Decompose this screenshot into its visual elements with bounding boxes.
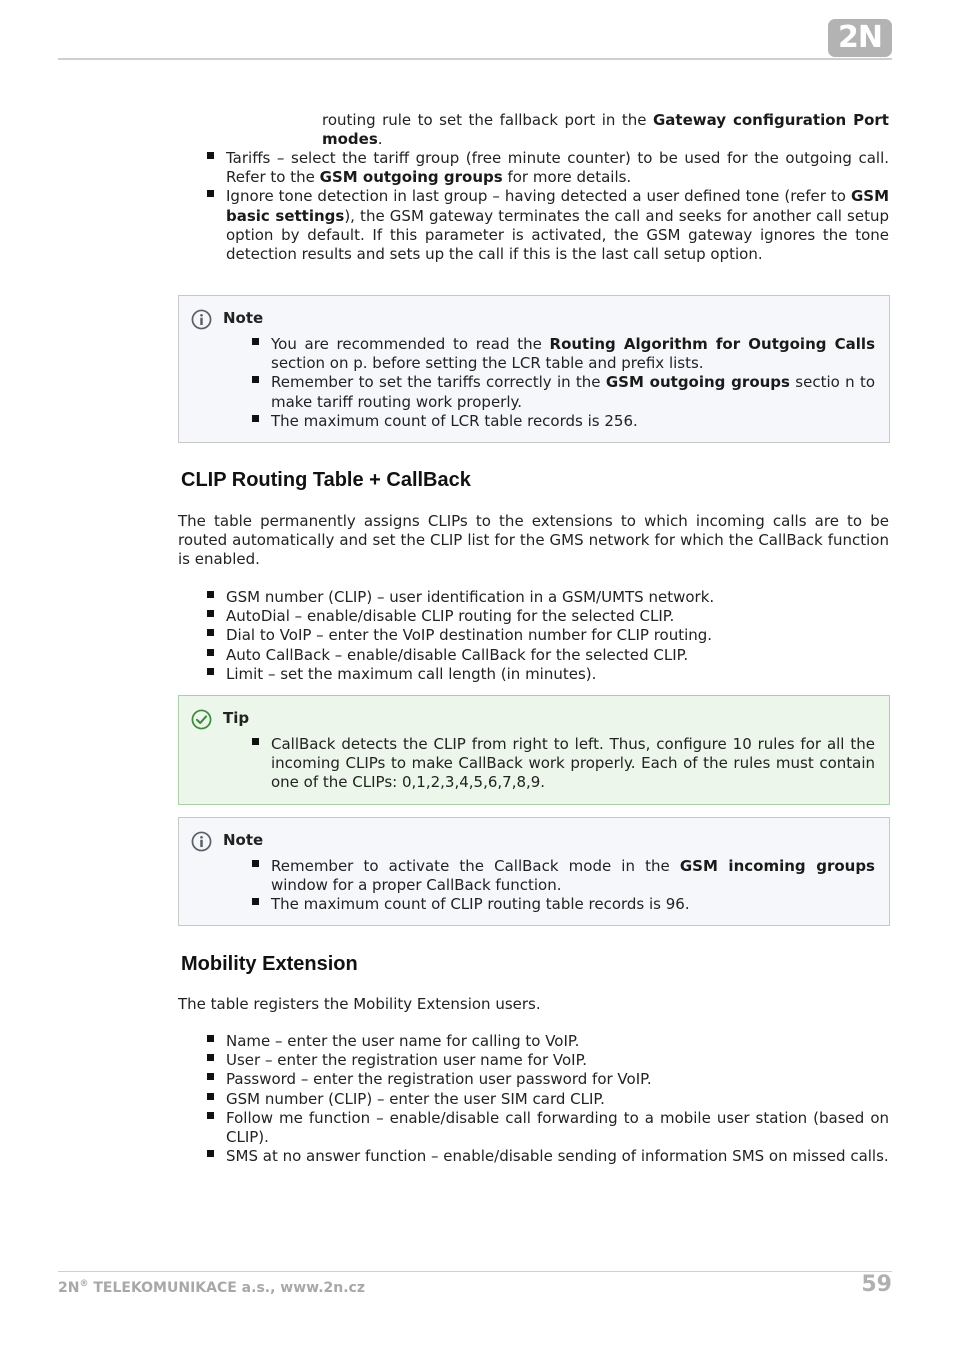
text-run: Tariffs – select the tariff group (free minute counter) to be used for the outgoing call. Refer to the: [226, 149, 889, 187]
list-item-text: User – enter the registration user name for VoIP.: [226, 1051, 588, 1070]
bullet-marker: [207, 1073, 214, 1080]
bold-reference: Routing Algorithm for Outgoing Calls: [549, 335, 875, 353]
note-box-callback: [178, 817, 890, 926]
list-item-text: AutoDial – enable/disable CLIP routing for the selected CLIP.: [226, 607, 675, 626]
tip-list: [271, 735, 875, 793]
bullet-marker: [207, 152, 214, 159]
check-circle-icon: [191, 709, 212, 730]
text-run: routing rule to set the fallback port in the: [322, 111, 653, 129]
bold-reference: GSM basic settings: [226, 187, 889, 225]
list-item: [271, 857, 875, 895]
bullet-marker: [207, 1035, 214, 1042]
list-item: [226, 149, 889, 187]
list-item-text: GSM number (CLIP) – user identification in a GSM/UMTS network.: [226, 588, 715, 606]
list-item-text: CallBack detects the CLIP from right to left. Thus, configure 10 rules for all the incoming CLIPs to make CallBack work properly. Each of the rules must contain one of the CLIPs: 0,1,2,3,4,5,6,7,8,9.: [271, 735, 875, 792]
intro-continuation-paragraph: [322, 111, 889, 149]
section-heading-mobility-extension: Mobility Extension: [181, 953, 358, 975]
bullet-marker: [252, 338, 259, 345]
text-run: for more details.: [502, 168, 632, 187]
list-item: [271, 735, 875, 793]
clip-bullet-list: [226, 588, 889, 684]
bullet-marker: [207, 649, 214, 656]
page-number: 59: [861, 1272, 892, 1297]
footer-company-text: TELEKOMUNIKACE a.s., www.2n.cz: [88, 1280, 365, 1296]
bold-reference: GSM outgoing groups: [605, 373, 790, 392]
bullet-marker: [207, 610, 214, 617]
note-list: [271, 335, 875, 431]
list-item-text: Dial to VoIP – enter the VoIP destination number for CLIP routing.: [226, 626, 713, 645]
bullet-marker: [207, 1054, 214, 1061]
footer-company: [58, 1279, 365, 1296]
list-item: [271, 373, 875, 411]
list-item-text: Name – enter the user name for calling to VoIP.: [226, 1032, 580, 1050]
list-item: [226, 1032, 889, 1051]
bullet-marker: [252, 738, 259, 745]
note-list: [271, 857, 875, 915]
note-title: Note: [223, 309, 264, 327]
list-item: [226, 1109, 889, 1147]
bullet-marker: [207, 1093, 214, 1100]
bullet-marker: [252, 860, 259, 867]
info-icon: [191, 831, 212, 852]
text-run: window for a proper CallBack function.: [271, 876, 562, 895]
bullet-marker: [207, 591, 214, 598]
text-run: sectio n to make tariff routing work properly.: [271, 373, 876, 411]
text-run: .: [377, 130, 383, 149]
list-item-text: Follow me function – enable/disable call forwarding to a mobile user station (based on CLIP).: [226, 1108, 889, 1147]
brand-logo: 2N: [828, 19, 892, 57]
bullet-marker: [207, 1112, 214, 1119]
list-item-text: Auto CallBack – enable/disable CallBack for the selected CLIP.: [226, 645, 689, 664]
bold-reference: GSM incoming groups: [679, 857, 875, 875]
bullet-marker: [207, 668, 214, 675]
text-run: The maximum count of CLIP routing table records is 96.: [271, 895, 690, 914]
text-run: The maximum count of LCR table records is 256.: [271, 411, 638, 430]
bold-reference: Gateway configuration Port modes: [322, 111, 889, 149]
footer-brand: 2N: [58, 1280, 80, 1296]
bullet-marker: [207, 190, 214, 197]
bullet-marker: [207, 629, 214, 636]
list-item: [226, 588, 889, 607]
text-run: section on p. before setting the LCR table and prefix lists.: [271, 354, 704, 373]
info-icon: [191, 309, 212, 330]
list-item: [226, 1051, 889, 1070]
mobility-description: The table registers the Mobility Extension users.: [178, 995, 541, 1013]
list-item-text: Password – enter the registration user password for VoIP.: [226, 1070, 652, 1089]
list-item: [226, 607, 889, 626]
list-item: [226, 665, 889, 684]
list-item: [226, 1147, 889, 1166]
list-item: [271, 412, 875, 431]
bold-reference: GSM outgoing groups: [319, 168, 503, 187]
text-run: You are recommended to read the: [271, 335, 550, 353]
text-run: Remember to set the tariffs correctly in the: [271, 373, 606, 392]
list-item: [271, 895, 875, 914]
list-item: [226, 187, 889, 264]
intro-bullet-list: [226, 149, 889, 264]
list-item: [226, 646, 889, 665]
bullet-marker: [252, 376, 259, 383]
header-divider: [58, 58, 892, 60]
text-run: Ignore tone detection in last group – having detected a user defined tone (refer to: [226, 187, 851, 206]
bullet-marker: [252, 415, 259, 422]
list-item: [226, 1070, 889, 1089]
mobility-bullet-list: [226, 1032, 889, 1166]
list-item: [271, 335, 875, 373]
footer-divider: [58, 1271, 892, 1272]
clip-description: The table permanently assigns CLIPs to the extensions to which incoming calls are to be routed automatically and set the CLIP list for the GMS network for which the CallBack function is enabled.: [178, 512, 889, 569]
note-title: Note: [223, 831, 264, 849]
tip-box-callback: [178, 695, 890, 805]
bullet-marker: [207, 1150, 214, 1157]
list-item-text: GSM number (CLIP) – enter the user SIM card CLIP.: [226, 1089, 605, 1108]
list-item-text: Limit – set the maximum call length (in minutes).: [226, 664, 597, 683]
list-item: [226, 1090, 889, 1109]
text-run: ), the GSM gateway terminates the call and seeks for another call setup option by default. If this parameter is activated, the GSM gateway ignores the tone detection results and sets up the call if this is the last call setup option.: [226, 206, 889, 264]
text-run: Remember to activate the CallBack mode in the: [271, 857, 680, 875]
list-item-text: SMS at no answer function – enable/disable sending of information SMS on missed calls.: [226, 1147, 889, 1166]
registered-mark: ®: [79, 1279, 89, 1289]
tip-title: Tip: [223, 709, 250, 727]
section-heading-clip-routing: CLIP Routing Table + CallBack: [181, 469, 471, 491]
note-box-lcr: [178, 295, 890, 443]
bullet-marker: [252, 898, 259, 905]
list-item: [226, 626, 889, 645]
